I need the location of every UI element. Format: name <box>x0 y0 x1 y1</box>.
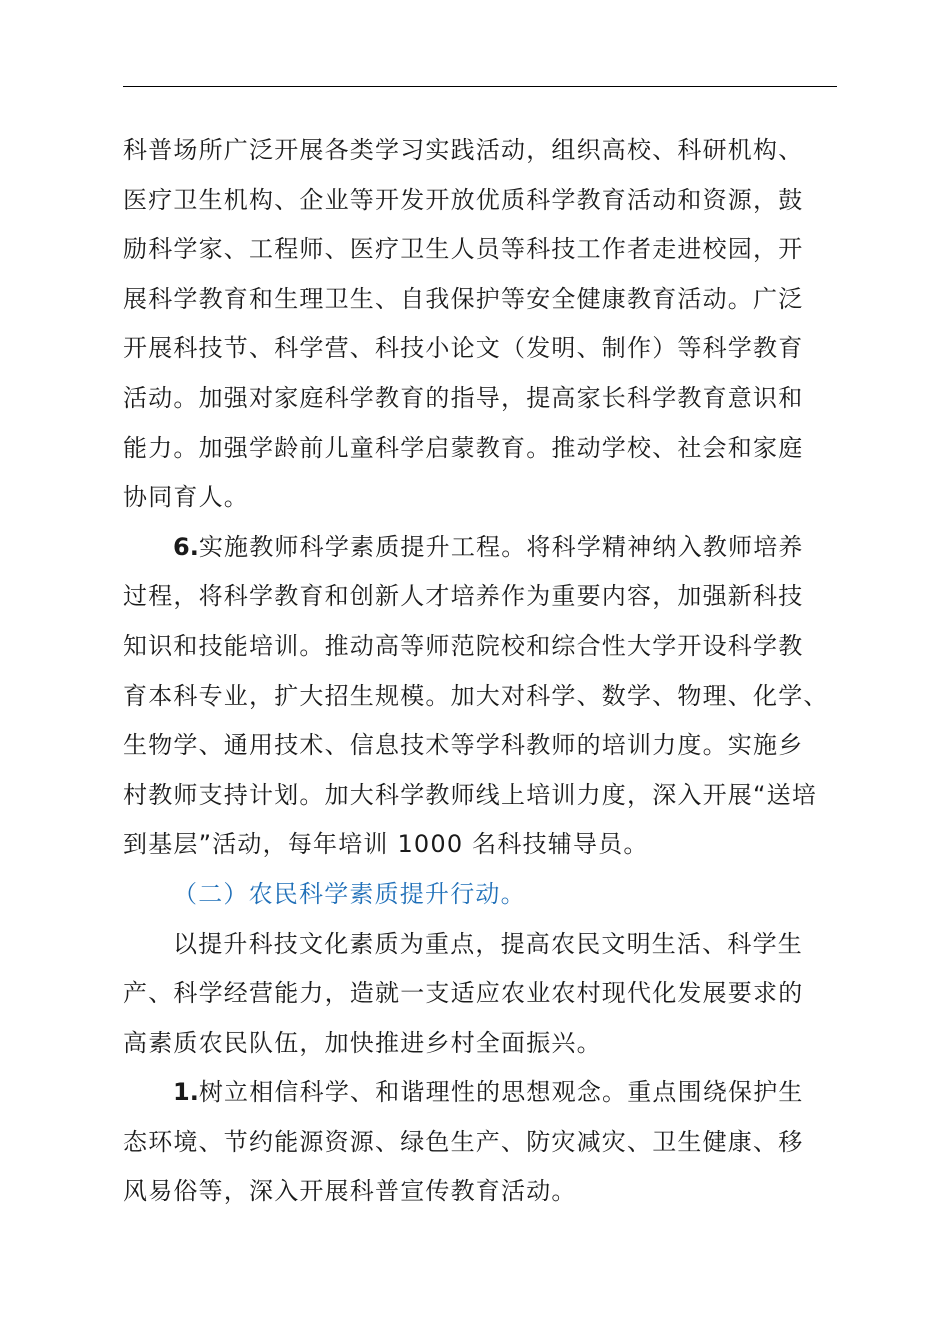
text-line: 活动。加强对家庭科学教育的指导，提高家长科学教育意识和 <box>123 383 804 412</box>
text-line: 知识和技能培训。推动高等师范院校和综合性大学开设科学教 <box>123 631 804 660</box>
text-line: 产、科学经营能力，造就一支适应农业农村现代化发展要求的 <box>123 979 804 1008</box>
body-text <box>123 126 863 1217</box>
text-line: 生物学、通用技术、信息技术等学科教师的培训力度。实施乡 <box>123 731 804 760</box>
section-heading: （二）农民科学素质提升行动。 <box>173 879 526 908</box>
item-number: 6. <box>173 532 199 561</box>
paragraph-1-first-line <box>123 1068 863 1118</box>
text-line: 协同育人。 <box>123 483 249 512</box>
text-line: 展科学教育和生理卫生、自我保护等安全健康教育活动。广泛 <box>123 284 804 313</box>
text-line: 育本科专业，扩大招生规模。加大对科学、数学、物理、化学、 <box>123 681 829 710</box>
paragraph-6-first-line <box>123 523 863 573</box>
text-line: 能力。加强学龄前儿童科学启蒙教育。推动学校、社会和家庭 <box>123 433 804 462</box>
text-line: 高素质农民队伍，加快推进乡村全面振兴。 <box>123 1028 602 1057</box>
text-line: 科普场所广泛开展各类学习实践活动，组织高校、科研机构、 <box>123 136 804 164</box>
text-line: 开展科技节、科学营、科技小论文（发明、制作）等科学教育 <box>123 334 804 363</box>
text-line: 态环境、节约能源资源、绿色生产、防灾减灾、卫生健康、移 <box>123 1127 804 1156</box>
text-line: 医疗卫生机构、企业等开发开放优质科学教育活动和资源，鼓 <box>123 185 804 214</box>
paragraph-first-line: 以提升科技文化素质为重点，提高农民文明生活、科学生 <box>173 929 803 958</box>
text-line: 风易俗等，深入开展科普宣传教育活动。 <box>123 1177 577 1206</box>
header-rule <box>123 86 837 87</box>
text-span: 树立相信科学、和谐理性的思想观念。重点围绕保护生 <box>198 1078 804 1107</box>
text-span: 实施教师科学素质提升工程。将科学精神纳入教师培养 <box>198 532 804 561</box>
item-number: 1. <box>173 1078 199 1107</box>
text-line: 村教师支持计划。加大科学教师线上培训力度，深入开展“送培 <box>123 780 818 809</box>
text-line: 励科学家、工程师、医疗卫生人员等科技工作者走进校园，开 <box>123 235 804 264</box>
text-line: 过程，将科学教育和创新人才培养作为重要内容，加强新科技 <box>123 582 804 611</box>
text-line: 到基层”活动，每年培训 1000 名科技辅导员。 <box>123 830 649 859</box>
